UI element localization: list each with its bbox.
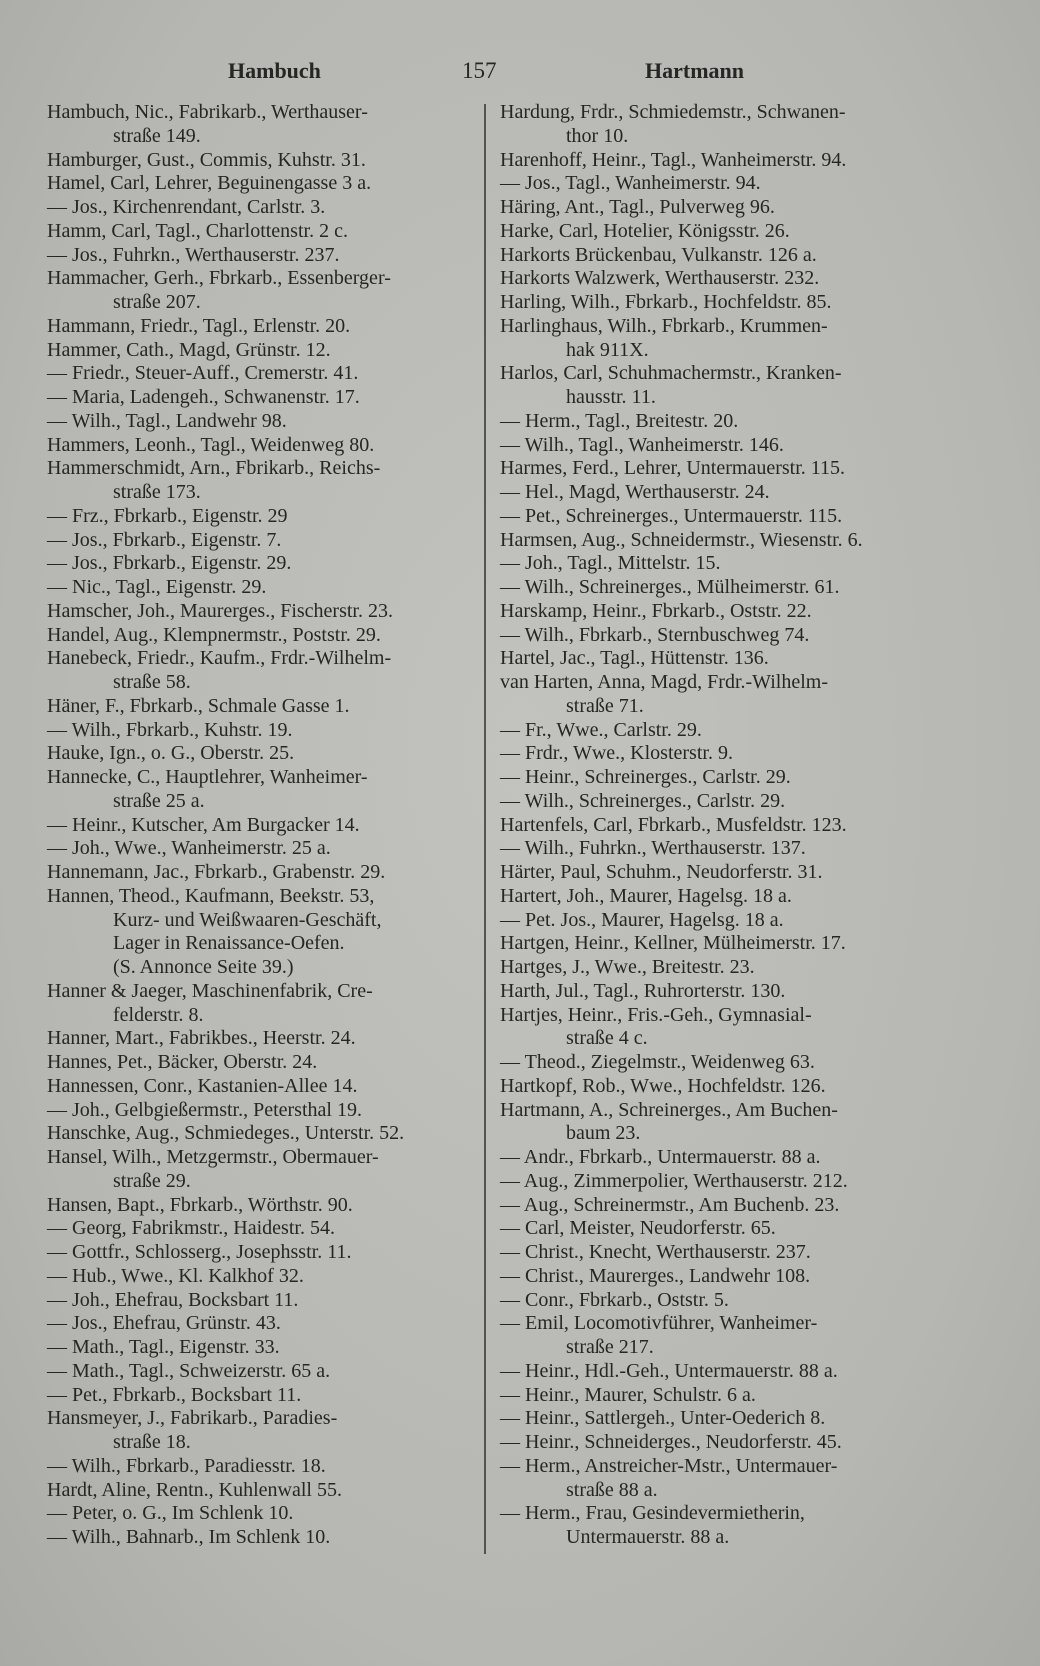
directory-entry-line: — Aug., Zimmerpolier, Werthauserstr. 212. [500,1169,848,1192]
directory-entry-line: Hannecke, C., Hauptlehrer, Wanheimer- [47,766,368,788]
directory-entry-line: — Wilh., Schreinerges., Carlstr. 29. [500,789,786,812]
directory-entry-line: — Christ., Maurerges., Landwehr 108. [500,1264,811,1287]
directory-entry-line: — Joh., Tagl., Mittelstr. 15. [500,552,721,575]
directory-entry-line: — Wilh., Fuhrkn., Werthauserstr. 137. [500,837,806,860]
directory-entry-line: Hartel, Jac., Tagl., Hüttenstr. 136. [500,647,769,670]
directory-entry-line: Harmsen, Aug., Schneidermstr., Wiesenstr. 6. [500,528,863,551]
directory-entry-line: — Wilh., Fbrkarb., Sternbuschweg 74. [500,623,810,646]
directory-entry-line: Hanschke, Aug., Schmiedeges., Unterstr. 52. [47,1122,405,1145]
directory-entry-line: — Math., Tagl., Eigenstr. 33. [47,1336,280,1358]
directory-entry-line: — Herm., Frau, Gesindevermietherin, [500,1502,805,1525]
directory-entry-line: straße 29. [113,1169,191,1192]
directory-entry-line: — Herm., Tagl., Breitestr. 20. [500,409,739,432]
directory-entry-line: — Wilh., Fbrkarb., Kuhstr. 19. [47,718,293,741]
directory-entry-line: Hartmann, A., Schreinerges., Am Buchen- [500,1098,838,1121]
directory-entry-line: Hansel, Wilh., Metzgermstr., Obermauer- [47,1146,379,1168]
directory-entry-line: Hamel, Carl, Lehrer, Beguinengasse 3 a. [47,172,372,195]
directory-entry-line: — Jos., Ehefrau, Grünstr. 43. [47,1312,281,1335]
directory-entry-line: — Joh., Gelbgießermstr., Petersthal 19. [47,1098,362,1121]
directory-entry-line: Harlinghaus, Wilh., Fbrkarb., Krummen- [500,314,828,337]
directory-entry-line: Harenhoff, Heinr., Tagl., Wanheimerstr. 94. [500,148,847,171]
directory-entry-line: Hammerschmidt, Arn., Fbrikarb., Reichs- [47,457,381,480]
directory-entry-line: Hannemann, Jac., Fbrkarb., Grabenstr. 29. [47,861,386,883]
directory-entry-line: — Heinr., Maurer, Schulstr. 6 a. [500,1383,756,1406]
directory-entry-line: — Christ., Knecht, Werthauserstr. 237. [500,1241,811,1263]
directory-entry-line: — Pet., Fbrkarb., Bocksbart 11. [47,1383,302,1406]
directory-entry-line: — Georg, Fabrikmstr., Haidestr. 54. [47,1217,335,1240]
directory-entry-line: — Wilh., Fbrkarb., Paradiesstr. 18. [47,1454,326,1477]
directory-entry-line: — Heinr., Schreinerges., Carlstr. 29. [500,766,791,788]
directory-entry-line: — Joh., Ehefrau, Bocksbart 11. [47,1288,299,1311]
directory-entry-line: Harling, Wilh., Fbrkarb., Hochfeldstr. 85. [500,291,832,313]
directory-entry-line: Hammacher, Gerh., Fbrkarb., Essenberger- [47,267,391,290]
directory-entry-line: straße 4 c. [566,1027,648,1050]
directory-entry-line: straße 25 a. [113,789,205,812]
directory-entry-line: hak 911X. [566,338,649,361]
directory-entry-line: — Heinr., Sattlergeh., Unter-Oederich 8. [500,1407,826,1430]
directory-entry-line: Hardung, Frdr., Schmiedemstr., Schwanen- [500,101,846,123]
directory-entry-line: Untermauerstr. 88 a. [566,1526,730,1548]
directory-entry-line: Harke, Carl, Hotelier, Königsstr. 26. [500,219,790,242]
directory-entry-line: — Joh., Wwe., Wanheimerstr. 25 a. [47,837,331,860]
directory-entry-line: Hamm, Carl, Tagl., Charlottenstr. 2 c. [47,219,348,242]
running-head-right: Hartmann [645,58,744,83]
directory-entry-line: Härter, Paul, Schuhm., Neudorferstr. 31. [500,861,823,883]
directory-entry-line: — Pet., Schreinerges., Untermauerstr. 115. [500,504,843,527]
directory-entry-line: — Jos., Fuhrkn., Werthauserstr. 237. [47,243,340,266]
directory-entry-line: Hauke, Ign., o. G., Oberstr. 25. [47,742,295,765]
directory-entry-line: Hansen, Bapt., Fbrkarb., Wörthstr. 90. [47,1193,353,1216]
directory-entry-line: Hanner & Jaeger, Maschinenfabrik, Cre- [47,979,373,1002]
directory-entry-line: Lager in Renaissance-Oefen. [113,932,345,955]
directory-entry-line: — Andr., Fbrkarb., Untermauerstr. 88 a. [500,1146,821,1168]
directory-entry-line: Harlos, Carl, Schuhmachermstr., Kranken- [500,362,842,385]
directory-entry-line: — Gottfr., Schlosserg., Josephsstr. 11. [47,1241,352,1263]
directory-entry-line: — Peter, o. G., Im Schlenk 10. [47,1502,294,1525]
directory-entry-line: — Pet. Jos., Maurer, Hagelsg. 18 a. [500,908,784,931]
directory-entry-line: — Heinr., Hdl.-Geh., Untermauerstr. 88 a. [500,1359,838,1382]
directory-entry-line: Hartjes, Heinr., Fris.-Geh., Gymnasial- [500,1003,812,1026]
directory-entry-line: — Frdr., Wwe., Klosterstr. 9. [500,742,733,765]
directory-entry-line: Hartges, J., Wwe., Breitestr. 23. [500,956,755,978]
directory-entry-line: straße 173. [113,481,201,503]
directory-entry-line: thor 10. [566,124,629,147]
directory-entry-line: Hammer, Cath., Magd, Grünstr. 12. [47,338,331,361]
right-column [500,101,970,1550]
directory-entry-line: Harth, Jul., Tagl., Ruhrorterstr. 130. [500,979,786,1002]
directory-entry-line: felderstr. 8. [113,1003,204,1026]
directory-entry-line: straße 18. [113,1431,191,1453]
directory-entry-line: Hambuch, Nic., Fabrikarb., Werthauser- [47,101,368,123]
directory-entry-line: — Emil, Locomotivführer, Wanheimer- [500,1312,818,1335]
directory-entry-line: — Wilh., Tagl., Wanheimerstr. 146. [500,433,784,456]
directory-entry-line: straße 217. [566,1336,654,1358]
directory-entry-line: — Wilh., Bahnarb., Im Schlenk 10. [47,1526,331,1548]
directory-entry-line: Harkorts Walzwerk, Werthauserstr. 232. [500,267,820,290]
directory-entry-line: Hanner, Mart., Fabrikbes., Heerstr. 24. [47,1027,356,1050]
directory-entry-line: Hanebeck, Friedr., Kaufm., Frdr.-Wilhelm- [47,647,392,670]
left-column [47,101,479,1550]
directory-entry-line: straße 58. [113,671,191,693]
directory-entry-line: Hammers, Leonh., Tagl., Weidenweg 80. [47,433,375,456]
directory-entry-line: — Jos., Fbrkarb., Eigenstr. 7. [47,528,282,551]
directory-entry-line: Hannen, Theod., Kaufmann, Beekstr. 53, [47,884,375,907]
directory-entry-line: — Jos., Tagl., Wanheimerstr. 94. [500,172,761,195]
directory-entry-line: — Heinr., Kutscher, Am Burgacker 14. [47,813,360,836]
directory-entry-line: — Nic., Tagl., Eigenstr. 29. [47,576,267,598]
directory-entry-line: Kurz- und Weißwaaren-Geschäft, [113,908,382,931]
directory-entry-line: — Frz., Fbrkarb., Eigenstr. 29 [47,504,288,527]
directory-entry-line: straße 71. [566,694,644,717]
directory-entry-line: — Carl, Meister, Neudorferstr. 65. [500,1217,776,1240]
directory-entry-line: Hansmeyer, J., Fabrikarb., Paradies- [47,1407,338,1430]
directory-entry-line: Hartenfels, Carl, Fbrkarb., Musfeldstr. 123. [500,813,847,836]
directory-entry-line: van Harten, Anna, Magd, Frdr.-Wilhelm- [500,671,829,693]
directory-entry-line: Hardt, Aline, Rentn., Kuhlenwall 55. [47,1478,342,1501]
running-head-left: Hambuch [228,58,321,83]
directory-entry-line: Hamburger, Gust., Commis, Kuhstr. 31. [47,148,366,171]
directory-entry-line: Harskamp, Heinr., Fbrkarb., Oststr. 22. [500,599,812,622]
column-divider [484,104,486,1554]
directory-entry-line: Harkorts Brückenbau, Vulkanstr. 126 a. [500,243,817,266]
directory-entry-line: baum 23. [566,1122,641,1145]
page-number: 157 [462,58,497,83]
directory-entry-line: — Maria, Ladengeh., Schwanenstr. 17. [47,386,360,408]
directory-entry-line: Hannessen, Conr., Kastanien-Allee 14. [47,1074,358,1097]
directory-entry-line: — Wilh., Schreinerges., Mülheimerstr. 61. [500,576,840,598]
directory-entry-line: Häring, Ant., Tagl., Pulverweg 96. [500,196,775,218]
directory-entry-line: — Herm., Anstreicher-Mstr., Untermauer- [500,1454,838,1477]
directory-entry-line: Hartert, Joh., Maurer, Hagelsg. 18 a. [500,884,792,907]
directory-entry-line: Hannes, Pet., Bäcker, Oberstr. 24. [47,1051,318,1073]
directory-entry-line: — Jos., Fbrkarb., Eigenstr. 29. [47,552,292,575]
directory-entry-line: — Aug., Schreinermstr., Am Buchenb. 23. [500,1193,840,1216]
directory-entry-line: — Conr., Fbrkarb., Oststr. 5. [500,1288,729,1311]
directory-entry-line: — Friedr., Steuer-Auff., Cremerstr. 41. [47,362,359,385]
directory-entry-line: hausstr. 11. [566,386,656,408]
directory-entry-line: — Heinr., Schneiderges., Neudorferstr. 45. [500,1431,842,1453]
directory-entry-line: — Wilh., Tagl., Landwehr 98. [47,409,287,432]
directory-entry-line: Hammann, Friedr., Tagl., Erlenstr. 20. [47,314,351,337]
directory-entry-line: — Fr., Wwe., Carlstr. 29. [500,718,702,741]
directory-entry-line: straße 88 a. [566,1478,658,1501]
directory-entry-line: — Hel., Magd, Werthauserstr. 24. [500,481,770,503]
directory-entry-line: — Hub., Wwe., Kl. Kalkhof 32. [47,1264,304,1287]
directory-entry-line: straße 149. [113,124,201,147]
directory-entry-line: (S. Annonce Seite 39.) [113,956,294,978]
directory-entry-line: straße 207. [113,291,201,313]
directory-entry-line: Hamscher, Joh., Maurerges., Fischerstr. 23. [47,599,393,622]
directory-entry-line: Hartgen, Heinr., Kellner, Mülheimerstr. 17. [500,932,846,955]
directory-entry-line: Handel, Aug., Klempnermstr., Poststr. 29. [47,623,381,646]
directory-entry-line: — Math., Tagl., Schweizerstr. 65 a. [47,1359,331,1382]
directory-entry-line: — Jos., Kirchenrendant, Carlstr. 3. [47,196,326,218]
directory-entry-line: Hartkopf, Rob., Wwe., Hochfeldstr. 126. [500,1074,826,1097]
directory-entry-line: Häner, F., Fbrkarb., Schmale Gasse 1. [47,694,350,717]
directory-entry-line: — Theod., Ziegelmstr., Weidenweg 63. [500,1051,815,1073]
directory-entry-line: Harmes, Ferd., Lehrer, Untermauerstr. 115. [500,457,846,480]
